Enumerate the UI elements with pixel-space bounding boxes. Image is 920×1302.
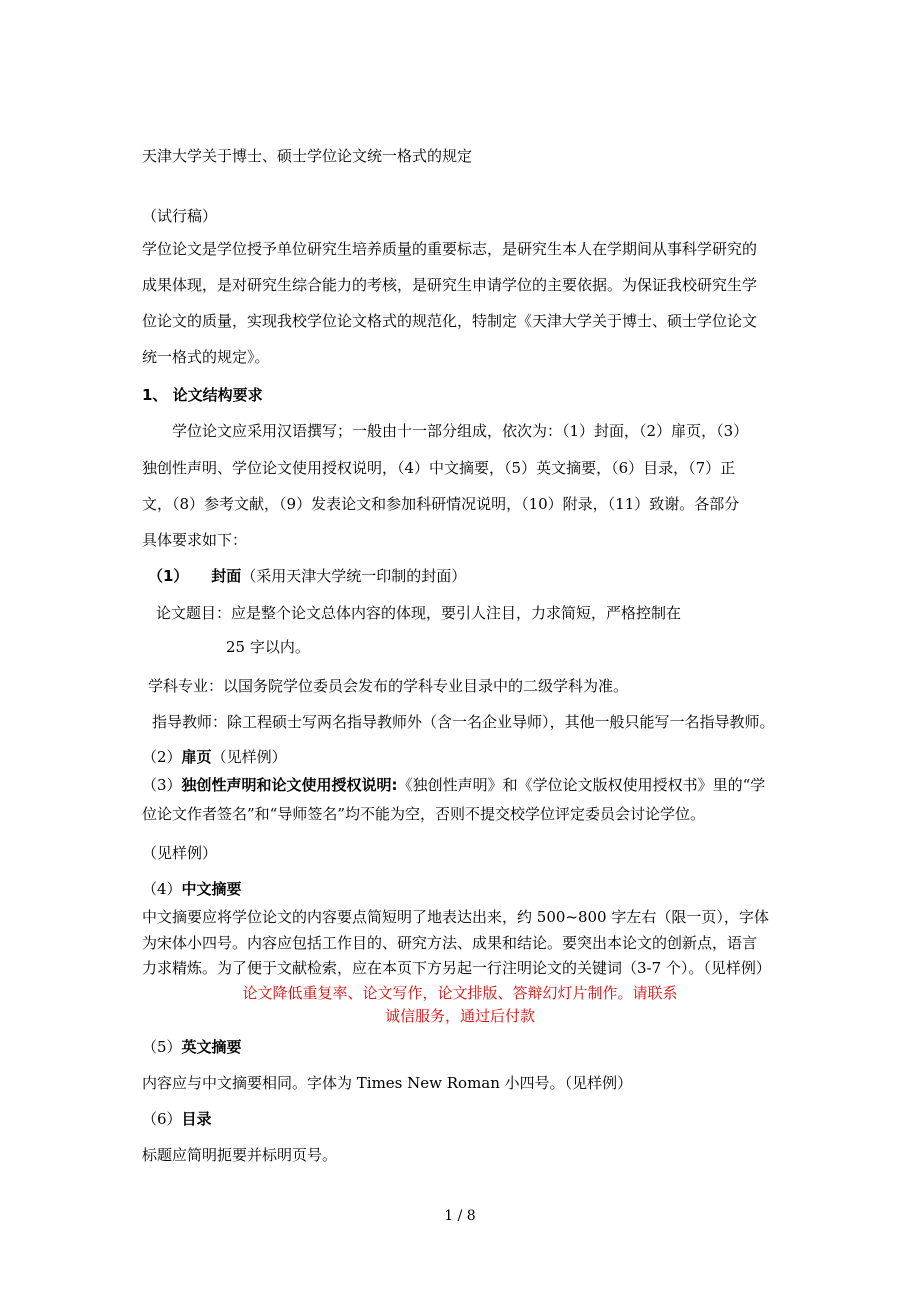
en-abstract-body: 内容应与中文摘要相同。字体为 Times New Roman 小四号。（见样例）	[142, 1074, 633, 1092]
declaration-line-2: 位论文作者签名”和“导师签名”均不能为空，否则不提交校学位评定委员会讨论学位。	[142, 805, 706, 823]
flyleaf-label: 扉页	[181, 748, 212, 766]
cn-abstract-label: 中文摘要	[181, 880, 242, 898]
toc-num: （6）	[142, 1110, 182, 1128]
cn-abstract-line-2: 为宋体小四号。内容应包括工作目的、研究方法、成果和结论。要突出本论文的创新点，语言	[142, 934, 758, 952]
toc-label: 目录	[181, 1110, 212, 1128]
cover-label: 封面	[211, 567, 242, 585]
section-1-line-4: 具体要求如下：	[142, 531, 248, 549]
declaration-text-1: 《独创性声明》和《学位论文版权使用授权书》里的“学	[397, 776, 766, 794]
en-abstract-num: （5）	[142, 1038, 182, 1056]
major-rule: 学科专业：以国务院学位委员会发布的学科专业目录中的二级学科为准。	[148, 677, 629, 695]
declaration-label: 独创性声明和论文使用授权说明:	[181, 776, 398, 794]
intro-line-2: 成果体现，是对研究生综合能力的考核，是研究生申请学位的主要依据。为保证我校研究生学	[142, 276, 758, 294]
advisor-rule: 指导教师：除工程硕士写两名指导教师外（含一名企业导师），其他一般只能写一名指导教师。	[152, 713, 775, 731]
flyleaf-note: （见样例）	[211, 748, 287, 766]
cn-abstract-num: （4）	[142, 880, 182, 898]
section-1-line-3: 文，（8）参考文献，（9）发表论文和参加科研情况说明，（10）附录，（11）致谢。各部分	[142, 495, 740, 513]
en-abstract-label: 英文摘要	[181, 1038, 242, 1056]
cn-abstract-line-1: 中文摘要应将学位论文的内容要点简短明了地表达出来，约 500~800 字左右（限一页），字体	[142, 908, 769, 926]
cover-num: （1）	[148, 567, 189, 585]
flyleaf-heading	[142, 747, 287, 767]
promo-line-2: 诚信服务，通过后付款	[384, 1007, 535, 1025]
cn-abstract-heading	[142, 879, 242, 899]
promo-line-1: 论文降低重复率、论文写作，论文排版、答辩幻灯片制作。请联系	[242, 984, 678, 1002]
page-number: 1 / 8	[444, 1208, 476, 1224]
draft-status: （试行稿）	[142, 207, 218, 225]
title-rule-2: 25 字以内。	[226, 638, 310, 656]
document-title: 天津大学关于博士、硕士学位论文统一格式的规定	[142, 147, 473, 165]
cover-heading	[148, 566, 466, 586]
cover-note: （采用天津大学统一印制的封面）	[241, 567, 467, 585]
declaration-num: （3）	[142, 776, 182, 794]
declaration-line-1	[142, 775, 765, 795]
section-1-line-2: 独创性声明、学位论文使用授权说明，（4）中文摘要，（5）英文摘要，（6）目录，（7）正	[142, 459, 736, 477]
section-1-line-1: 学位论文应采用汉语撰写；一般由十一部分组成，依次为：（1）封面，（2）扉页，（3）	[172, 422, 749, 440]
toc-body: 标题应简明扼要并标明页号。	[142, 1146, 338, 1164]
cn-abstract-line-3: 力求精炼。为了便于文献检索，应在本页下方另起一行注明论文的关键词（3-7 个）。（见样例）	[142, 959, 771, 977]
toc-heading	[142, 1109, 212, 1129]
intro-line-1: 学位论文是学位授予单位研究生培养质量的重要标志，是研究生本人在学期间从事科学研究的	[142, 240, 758, 258]
intro-line-3: 位论文的质量，实现我校学位论文格式的规范化，特制定《天津大学关于博士、硕士学位论文	[142, 312, 758, 330]
title-rule: 论文题目：应是整个论文总体内容的体现，要引人注目，力求简短，严格控制在	[156, 604, 682, 622]
en-abstract-heading	[142, 1037, 242, 1057]
flyleaf-num: （2）	[142, 748, 182, 766]
intro-line-4: 统一格式的规定》。	[142, 348, 270, 366]
declaration-note: （见样例）	[142, 844, 218, 862]
section-1-heading: 1、 论文结构要求	[142, 386, 263, 404]
